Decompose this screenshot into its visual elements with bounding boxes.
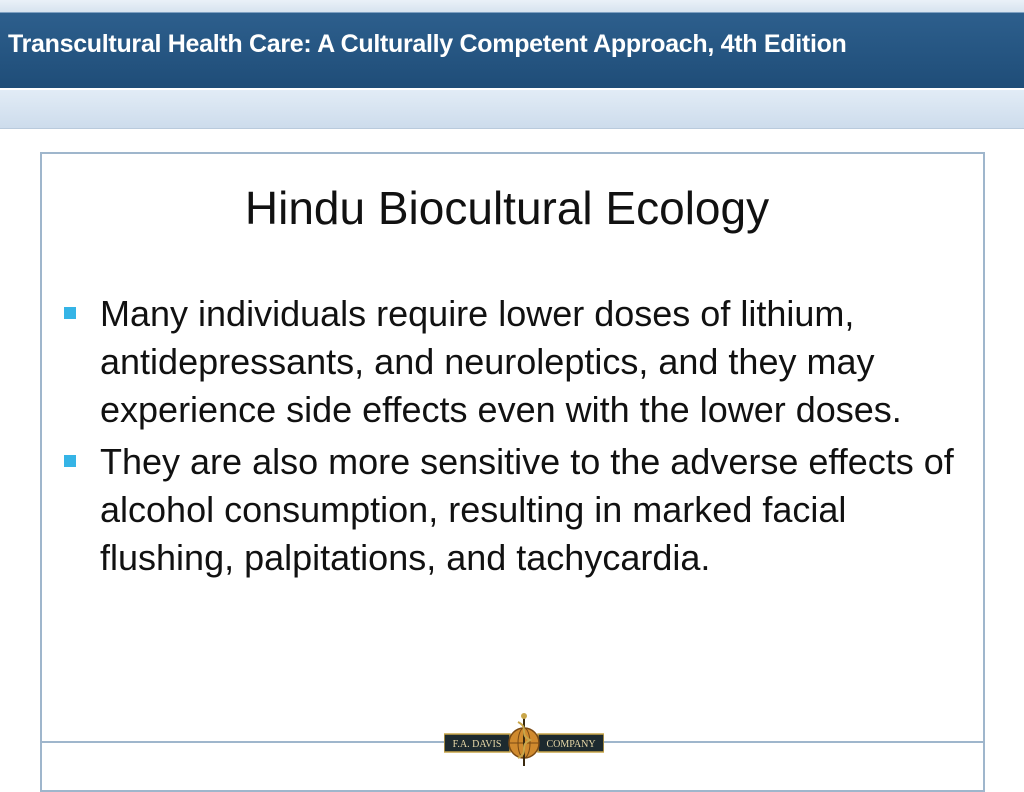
square-bullet-icon bbox=[64, 307, 76, 319]
logo-left-text: F.A. DAVIS bbox=[452, 739, 502, 750]
top-strip bbox=[0, 0, 1024, 12]
square-bullet-icon bbox=[64, 455, 76, 467]
bullet-list bbox=[100, 290, 980, 586]
fa-davis-company-logo bbox=[444, 712, 604, 768]
bullet-text: They are also more sensitive to the adverse effects of alcohol consumption, resulting in marked facial flushing, palpitations, and tachycardia. bbox=[100, 441, 954, 578]
bullet-item bbox=[100, 290, 980, 434]
header-bar bbox=[0, 12, 1024, 88]
slide-title: Hindu Biocultural Ecology bbox=[244, 182, 770, 234]
bullet-text: Many individuals require lower doses of lithium, antidepressants, and neuroleptics, and they may experience side effects even with the lower doses. bbox=[100, 293, 902, 430]
logo-right-text: COMPANY bbox=[546, 739, 596, 750]
book-title: Transcultural Health Care: A Culturally Competent Approach, 4th Edition bbox=[8, 30, 847, 58]
header-sub-band bbox=[0, 88, 1024, 129]
bullet-item bbox=[100, 438, 980, 582]
